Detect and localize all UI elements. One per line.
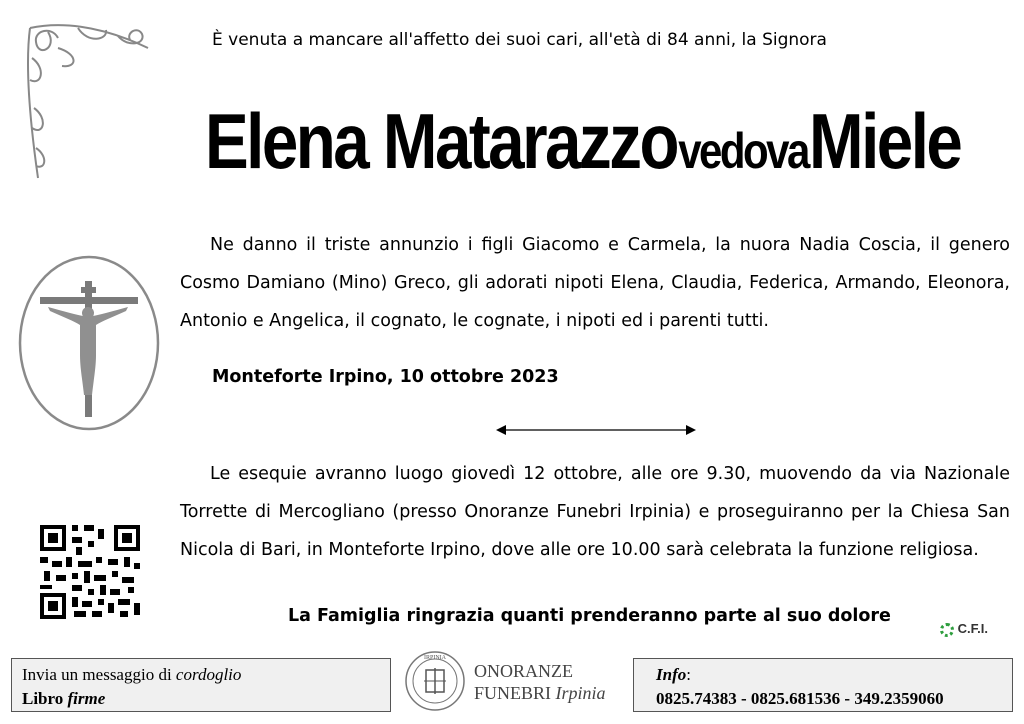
brand-seal-icon	[404, 650, 466, 712]
brand-line1: ONORANZE	[474, 661, 573, 681]
cfi-logo-text: C.F.I.	[957, 621, 988, 636]
cfi-logo-icon	[940, 621, 988, 637]
info-label: Info:	[656, 665, 691, 684]
condolence-box[interactable]	[11, 658, 391, 712]
married-surname: Miele	[809, 97, 961, 185]
corner-ornament-icon	[18, 18, 156, 186]
deceased-name-heading	[205, 96, 960, 187]
place-date: Monteforte Irpino, 10 ottobre 2023	[212, 367, 559, 387]
double-arrow-icon	[494, 422, 698, 438]
info-box	[633, 658, 1013, 712]
qr-code-icon[interactable]	[38, 523, 142, 621]
funeral-paragraph: Le esequie avranno luogo giovedì 12 ottobre, alle ore 9.30, muovendo da via Nazionale Torrette di Mercogliano (presso Onoranze Funebri Irpinia) e proseguiranno per la Chiesa San Nicola di Bari, in Monteforte Irpino, dove alle ore 10.00 sarà celebrata la funzione religiosa.	[180, 464, 1010, 560]
crucifix-icon	[18, 255, 160, 431]
seal-top-text: IRPINIA	[424, 655, 446, 661]
brand-line2: FUNEBRI Irpinia	[474, 683, 606, 703]
info-phones[interactable]: 0825.74383 - 0825.681536 - 349.2359060	[656, 689, 944, 708]
intro-text: È venuta a mancare all'affetto dei suoi cari, all'età di 84 anni, la Signora	[212, 30, 827, 50]
announcement-paragraph: Ne danno il triste annunzio i figli Giacomo e Carmela, la nuora Nadia Coscia, il genero Cosmo Damiano (Mino) Greco, gli adorati nipoti Elena, Claudia, Federica, Armando, Eleonora, Antonio e Angelica, il cognato, le cognate, i nipoti ed i parenti tutti.	[180, 235, 1010, 331]
family-thanks: La Famiglia ringrazia quanti prenderanno parte al suo dolore	[288, 606, 891, 626]
brand-name	[474, 660, 606, 704]
guestbook-link[interactable]: Libro firme	[22, 689, 106, 708]
deceased-name: Elena Matarazzo	[205, 97, 677, 185]
vedova-label: vedova	[678, 123, 808, 179]
condolence-link[interactable]: Invia un messaggio di cordoglio	[22, 665, 242, 684]
